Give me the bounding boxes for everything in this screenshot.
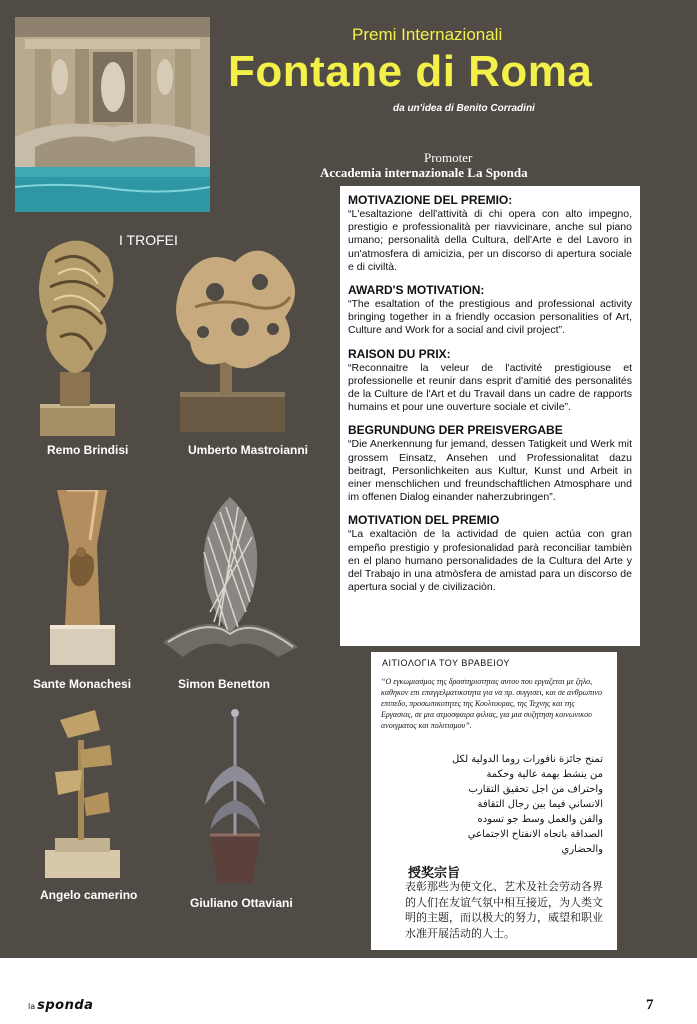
page-number: 7 [646, 997, 654, 1013]
motivation-text: “La exaltaciòn de la actividad de quien actúa con gran empeño prestigio y profesionalidad parà reconciliar tambièn en el plano humano personalidades de la Cultura del Arte y del Trabajo in una atmòsfera de amistad para un discorso de apertura social y de civilizaciòn. [348, 528, 632, 594]
la-sponda-logo [28, 998, 93, 1013]
motivation-text: “L'esaltazione dell'attività di chi opera con alto impegno, prestigio e professionalità per riavvicinare, anche sul piano umano; personalità della Cultura, dell'Arte e del Lavoro in un'atmosfera di amicizia, per un discorso di apertura sociale e di civiltà. [348, 208, 632, 273]
motivation-text: “The esaltation of the prestigious and professional activity bringing together in a friendly occasion personalities of Art, Culture and Work for a social and civil project”. [348, 298, 632, 337]
fountain-photo [15, 17, 210, 212]
greek-text: “Ο εγκωμιασμος της δραστηριοτητας αυτου που εργαζεται με ζηλο, καθηκον επι επαγγελματικοτητα για να πρ. συγγισει, και σε ανθρωπινο επιπεδο, προσωπικοτητες της Κουλτουρας, της Τεχνης και της Εργασιας, σε μια ατμοσφαιρα φιλιας, για μια συζητηση κοινωνικου ανοιγματος και πολιτισμου”. [381, 677, 602, 730]
logo-name: sponda [37, 998, 94, 1013]
arabic-text: تمنح جائزة نافورات روما الدولية لكل من ينشط بهمة عالية وحكمة واحتراف من اجل تحقيق التقارب الانساني فيما بين رجال الثقافة والفن والعمل وسط جو تسوده الصداقة باتجاه الانفتاح الاجتماعي والحضاري [451, 754, 603, 855]
chinese-text: 表彰那些为使文化、艺术及社会劳动各界的人们在友谊气氛中相互接近，为人类文明的主题，而以极大的努力，威望和职业水准开展活动的人士。 [405, 880, 603, 940]
trophy-image-sante-monachesi [45, 490, 120, 665]
motivation-title: MOTIVATION DEL PREMIO [348, 513, 500, 528]
trophy-caption-giuliano-ottaviani: Giuliano Ottaviani [190, 896, 293, 910]
motivation-title: AWARD'S MOTIVATION: [348, 283, 485, 298]
promoter-name: Accademia internazionale La Sponda [320, 165, 528, 180]
trophy-caption-umberto-mastroianni: Umberto Mastroianni [188, 443, 309, 457]
motivation-spanish [348, 513, 632, 594]
trophy-image-simon-benetton [158, 492, 303, 665]
motivation-french [348, 347, 632, 415]
motivation-german [348, 423, 632, 504]
trophies-heading: I TROFEI [119, 232, 178, 248]
motivation-title: BEGRUNDUNG DER PREISVERGABE [348, 423, 563, 438]
trophy-caption-angelo-camerino: Angelo camerino [40, 888, 138, 902]
motivation-italian [348, 193, 632, 274]
motivation-title: MOTIVAZIONE DEL PREMIO: [348, 193, 513, 207]
trophy-caption-simon-benetton: Simon Benetton [178, 677, 270, 691]
motivations-panel [340, 186, 640, 646]
promoter-label: Promoter [424, 150, 473, 165]
page-title: Fontane di Roma [228, 47, 593, 96]
trophy-caption-remo-brindisi: Remo Brindisi [47, 443, 129, 457]
trophy-image-angelo-camerino [40, 710, 125, 880]
logo-prefix: la [28, 1002, 36, 1011]
motivation-text: “Die Anerkennung fur jemand, dessen Tatigkeit und Werk mit grossem Einsatz, Ansehen und Professionalitat dazu beitragt, Personlichkeiten aus Kultur, Kunst und Arbeit in einer menschlichen und freundschaftlichen Atmosphare und im offenen Dialog einander naherzubringen”. [348, 438, 632, 504]
trophy-image-giuliano-ottaviani [190, 705, 280, 885]
chinese-title: 授奖宗旨 [408, 866, 461, 881]
motivation-english [348, 283, 632, 338]
motivation-title: RAISON DU PRIX: [348, 346, 451, 361]
trophy-image-remo-brindisi [30, 232, 125, 437]
multilingual-panel [371, 652, 617, 950]
motivation-text: “Reconnaitre la veleur de l'activité prestigiouse et professionelle et reunir dans esprit d'amitié des personalités de la Culture de l'Art et du Travail dans un cadre de rapports humains et pour une ouverture sociale et civile”. [348, 361, 632, 414]
trophy-image-umberto-mastroianni [165, 237, 310, 437]
greek-title: ΑΙΤΙΟΛΟΓΙΑ ΤΟΥ ΒΡΑΒΕΙΟΥ [382, 658, 510, 668]
trophy-caption-sante-monachesi: Sante Monachesi [33, 677, 132, 691]
header-idea: da un'idea di Benito Corradini [393, 103, 535, 114]
header-subtitle: Premi Internazionali [352, 25, 503, 44]
